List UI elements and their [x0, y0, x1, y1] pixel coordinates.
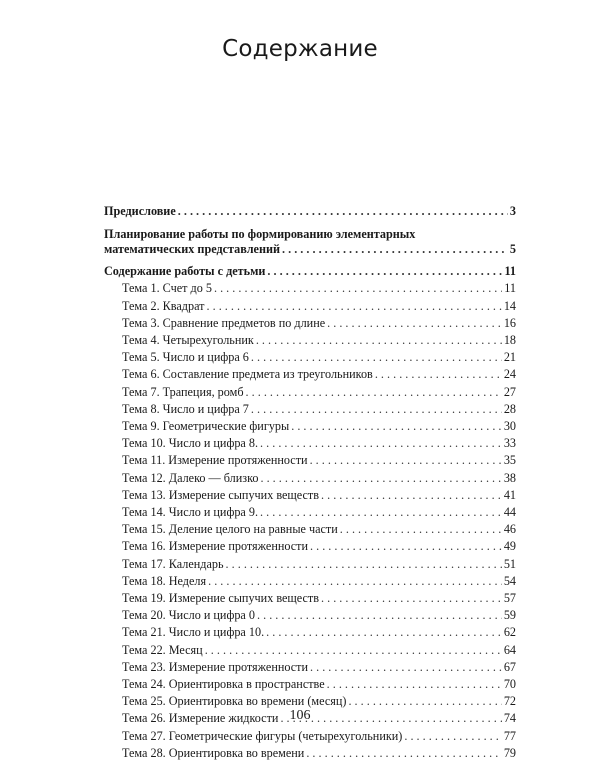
toc-topic-item[interactable] — [104, 315, 516, 332]
toc-topic-page: 74 — [503, 711, 516, 726]
toc-topic-item[interactable] — [104, 590, 516, 607]
toc-topic-label: Тема 2. Квадрат — [122, 298, 205, 313]
leader-dots — [178, 203, 508, 220]
leader-dots — [256, 332, 502, 349]
toc-topic-label: Тема 3. Сравнение предметов по длине — [122, 315, 326, 330]
leader-dots — [208, 573, 502, 590]
toc-topic-item[interactable] — [104, 298, 516, 315]
toc-topic-label: Тема 8. Число и цифра 7 — [122, 401, 249, 416]
toc-topic-page: 16 — [503, 315, 516, 330]
page-title: Содержание — [222, 36, 378, 62]
toc-topic-item[interactable] — [104, 521, 516, 538]
toc-topic-label: Тема 24. Ориентировка в пространстве — [122, 677, 325, 692]
toc-topic-page: 67 — [503, 659, 516, 674]
toc-topic-page: 62 — [503, 625, 516, 640]
toc-topic-page: 46 — [503, 522, 516, 537]
leader-dots — [321, 590, 502, 607]
toc-topic-item[interactable] — [104, 470, 516, 487]
toc-topic-page: 18 — [503, 333, 516, 348]
toc-topic-item[interactable] — [104, 435, 516, 452]
leader-dots — [310, 452, 502, 469]
toc-topic-item[interactable] — [104, 332, 516, 349]
leader-dots — [207, 298, 502, 315]
toc-topic-page: 14 — [503, 298, 516, 313]
toc-topic-page: 44 — [503, 505, 516, 520]
toc-topic-item[interactable] — [104, 418, 516, 435]
toc-topic-page: 30 — [503, 419, 516, 434]
toc-entry-label-line1: Планирование работы по формированию элементарных — [104, 227, 416, 242]
toc-topic-page: 64 — [503, 642, 516, 657]
toc-topic-page: 54 — [503, 573, 516, 588]
toc-topic-page: 70 — [503, 677, 516, 692]
toc-topic-page: 59 — [503, 608, 516, 623]
leader-dots — [266, 624, 502, 641]
leader-dots — [306, 745, 501, 762]
toc-topic-label: Тема 28. Ориентировка во времени — [122, 745, 305, 760]
toc-topic-label: Тема 19. Измерение сыпучих веществ — [122, 591, 320, 606]
toc-topic-item[interactable] — [104, 487, 516, 504]
toc-topic-item[interactable] — [104, 642, 516, 659]
toc-topic-label: Тема 10. Число и цифра 8. — [122, 436, 259, 451]
leader-dots — [246, 384, 502, 401]
toc-topic-page: 21 — [503, 350, 516, 365]
leader-dots — [310, 538, 502, 555]
page-number: 106 — [289, 708, 311, 723]
toc-topic-label: Тема 20. Число и цифра 0 — [122, 608, 255, 623]
toc-entry-label: Содержание работы с детьми — [104, 264, 266, 279]
toc-topic-label: Тема 12. Далеко — близко — [122, 470, 259, 485]
toc-topic-label: Тема 15. Деление целого на равные части — [122, 522, 338, 537]
leader-dots — [267, 263, 502, 280]
toc-topic-label: Тема 5. Число и цифра 6 — [122, 350, 249, 365]
toc-topic-page: 35 — [503, 453, 516, 468]
toc-topic-item[interactable] — [104, 676, 516, 693]
leader-dots — [291, 418, 502, 435]
toc-topic-label: Тема 1. Счет до 5 — [122, 281, 212, 296]
leader-dots — [214, 280, 502, 297]
toc-topic-label: Тема 27. Геометрические фигуры (четырехугольники) — [122, 728, 403, 743]
toc-topic-item[interactable] — [104, 745, 516, 762]
toc-topic-page: 77 — [503, 728, 516, 743]
toc-topic-label: Тема 17. Календарь — [122, 556, 224, 571]
toc-topic-label: Тема 4. Четырехугольник — [122, 333, 254, 348]
toc-topic-item[interactable] — [104, 401, 516, 418]
toc-topic-item[interactable] — [104, 607, 516, 624]
leader-dots — [251, 349, 502, 366]
leader-dots — [260, 470, 501, 487]
toc-topic-page: 51 — [503, 556, 516, 571]
toc-topic-item[interactable] — [104, 573, 516, 590]
toc-topic-item[interactable] — [104, 366, 516, 383]
toc-topic-item[interactable] — [104, 659, 516, 676]
toc-topic-item[interactable] — [104, 556, 516, 573]
toc-topic-page: 72 — [503, 694, 516, 709]
toc-topic-page: 38 — [503, 470, 516, 485]
toc-topic-item[interactable] — [104, 452, 516, 469]
leader-dots — [257, 607, 502, 624]
toc-section-planning[interactable] — [104, 226, 516, 257]
leader-dots — [321, 487, 502, 504]
toc-topic-item[interactable] — [104, 349, 516, 366]
leader-dots — [260, 435, 502, 452]
toc-topic-page: 27 — [503, 384, 516, 399]
toc-topic-list — [104, 280, 516, 762]
toc-topic-page: 33 — [503, 436, 516, 451]
toc-section-preface[interactable] — [104, 203, 516, 220]
toc-topic-item[interactable] — [104, 538, 516, 555]
toc-entry-page: 5 — [509, 242, 516, 257]
toc-topic-label: Тема 18. Неделя — [122, 573, 207, 588]
toc-topic-label: Тема 14. Число и цифра 9. — [122, 505, 259, 520]
toc-topic-page: 57 — [503, 591, 516, 606]
leader-dots — [226, 556, 502, 573]
toc-topic-page: 24 — [503, 367, 516, 382]
toc-topic-item[interactable] — [104, 280, 516, 297]
toc-topic-label: Тема 22. Месяц — [122, 642, 203, 657]
toc-topic-label: Тема 25. Ориентировка во времени (месяц) — [122, 694, 347, 709]
toc-entry-page: 3 — [509, 204, 516, 218]
leader-dots — [375, 366, 502, 383]
toc-topic-page: 49 — [503, 539, 516, 554]
leader-dots — [251, 401, 502, 418]
toc-entry-page: 11 — [504, 264, 516, 279]
leader-dots — [282, 242, 508, 257]
leader-dots — [404, 728, 501, 745]
toc-topic-label: Тема 6. Составление предмета из треугольников — [122, 367, 373, 382]
toc-topic-page: 11 — [504, 281, 516, 296]
table-of-contents — [104, 203, 516, 762]
toc-topic-label: Тема 26. Измерение жидкости — [122, 711, 279, 726]
toc-topic-item[interactable] — [104, 624, 516, 641]
toc-topic-page: 79 — [503, 745, 516, 760]
toc-topic-label: Тема 21. Число и цифра 10. — [122, 625, 265, 640]
toc-topic-label: Тема 9. Геометрические фигуры — [122, 419, 290, 434]
leader-dots — [327, 676, 502, 693]
toc-topic-page: 41 — [503, 487, 516, 502]
toc-topic-label: Тема 23. Измерение протяженности — [122, 659, 309, 674]
toc-topic-page: 28 — [503, 401, 516, 416]
leader-dots — [205, 642, 502, 659]
leader-dots — [310, 659, 502, 676]
toc-topic-label: Тема 16. Измерение протяженности — [122, 539, 309, 554]
toc-section-content[interactable] — [104, 263, 516, 280]
toc-topic-item[interactable] — [104, 728, 516, 745]
leader-dots — [340, 521, 502, 538]
toc-topic-label: Тема 13. Измерение сыпучих веществ — [122, 487, 320, 502]
leader-dots — [260, 504, 502, 521]
toc-topic-label: Тема 7. Трапеция, ромб — [122, 384, 244, 399]
toc-topic-item[interactable] — [104, 384, 516, 401]
toc-topic-item[interactable] — [104, 504, 516, 521]
toc-topic-label: Тема 11. Измерение протяженности — [122, 453, 308, 468]
toc-entry-label-line2: математических представлений — [104, 242, 281, 257]
leader-dots — [327, 315, 502, 332]
toc-entry-label: Предисловие — [104, 204, 176, 218]
